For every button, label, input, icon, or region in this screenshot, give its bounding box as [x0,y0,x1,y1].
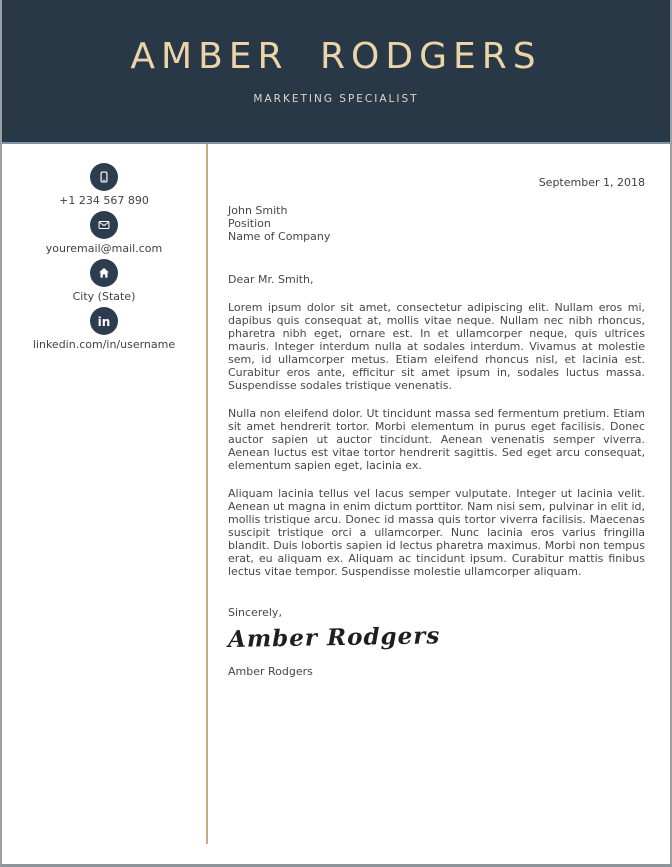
typed-signature-name: Amber Rodgers [228,665,313,678]
phone-number: +1 234 567 890 [59,194,149,207]
job-title: MARKETING SPECIALIST [253,92,419,105]
phone-icon [90,163,118,191]
contact-sidebar [2,144,206,864]
salutation: Dear Mr. Smith, [228,273,314,286]
body-paragraph-3: Aliquam lacinia tellus vel lacus semper vulputate. Integer ut lacinia velit. Aenean ut magna in enim dictum porttitor. Nam nisi sem, pulvinar in elit id, mollis tristique arcu. Donec id massa quis tortor viverra facilisis. Maecenas suscipit tristique orci a ullamcorper. Nunc lacinia eros varius fringilla blandit. Duis lobortis sapien id lectus pharetra maximus. Morbi non tempus erat, eu aliquam ex. Aliquam ac tincidunt ipsum. Curabitur mattis finibus lectus vitae tempor. Suspendisse molestie ullamcorper aliquam. [228,487,645,578]
closing-word: Sincerely, [228,606,282,619]
handwritten-signature: Amber Rodgers [227,622,441,653]
location-text: City (State) [72,290,136,303]
person-name: AMBER RODGERS [130,36,542,77]
contact-item-email [2,211,206,255]
contact-item-phone [2,163,206,207]
email-address: youremail@mail.com [45,242,163,255]
home-icon [90,259,118,287]
letter-date: September 1, 2018 [538,176,645,189]
email-icon [90,211,118,239]
body-paragraph-1: Lorem ipsum dolor sit amet, consectetur adipiscing elit. Nullam eros mi, dapibus quis consequat at, mollis vitae neque. Nullam nec nibh rhoncus, pharetra nibh eget, ornare est. In et ullamcorper neque, quis ultrices mauris. Integer interdum nulla at sodales interdum. Vivamus at molestie sem, id ullamcorper metus. Etiam eleifend rhoncus nisl, et lacinia est. Curabitur eros ante, efficitur sit amet ipsum in, sodales luctus massa. Suspendisse sodales tristique venenatis. [228,301,645,392]
body-paragraph-2: Nulla non eleifend dolor. Ut tincidunt massa sed fermentum pretium. Etiam sit amet hendrerit tortor. Morbi elementum in purus eget facilisis. Donec auctor sapien ut auctor tincidunt. Aenean venenatis semper viverra. Aenean luctus est vitae tortor hendrerit sagittis. Sed eget arcu consequat, elementum sapien eget, lacinia ex. [228,407,645,472]
linkedin-glyph: in [97,314,111,329]
contact-item-location [2,259,206,303]
header-band [2,0,670,144]
recipient-block [228,204,645,243]
recipient-name: John Smith [228,204,288,217]
contact-item-linkedin [2,307,206,351]
letter-content [208,144,670,864]
linkedin-icon [90,307,118,335]
recipient-company: Name of Company [228,230,331,243]
recipient-position: Position [228,217,271,230]
linkedin-url: linkedin.com/in/username [32,338,176,351]
letter-body [2,144,670,864]
